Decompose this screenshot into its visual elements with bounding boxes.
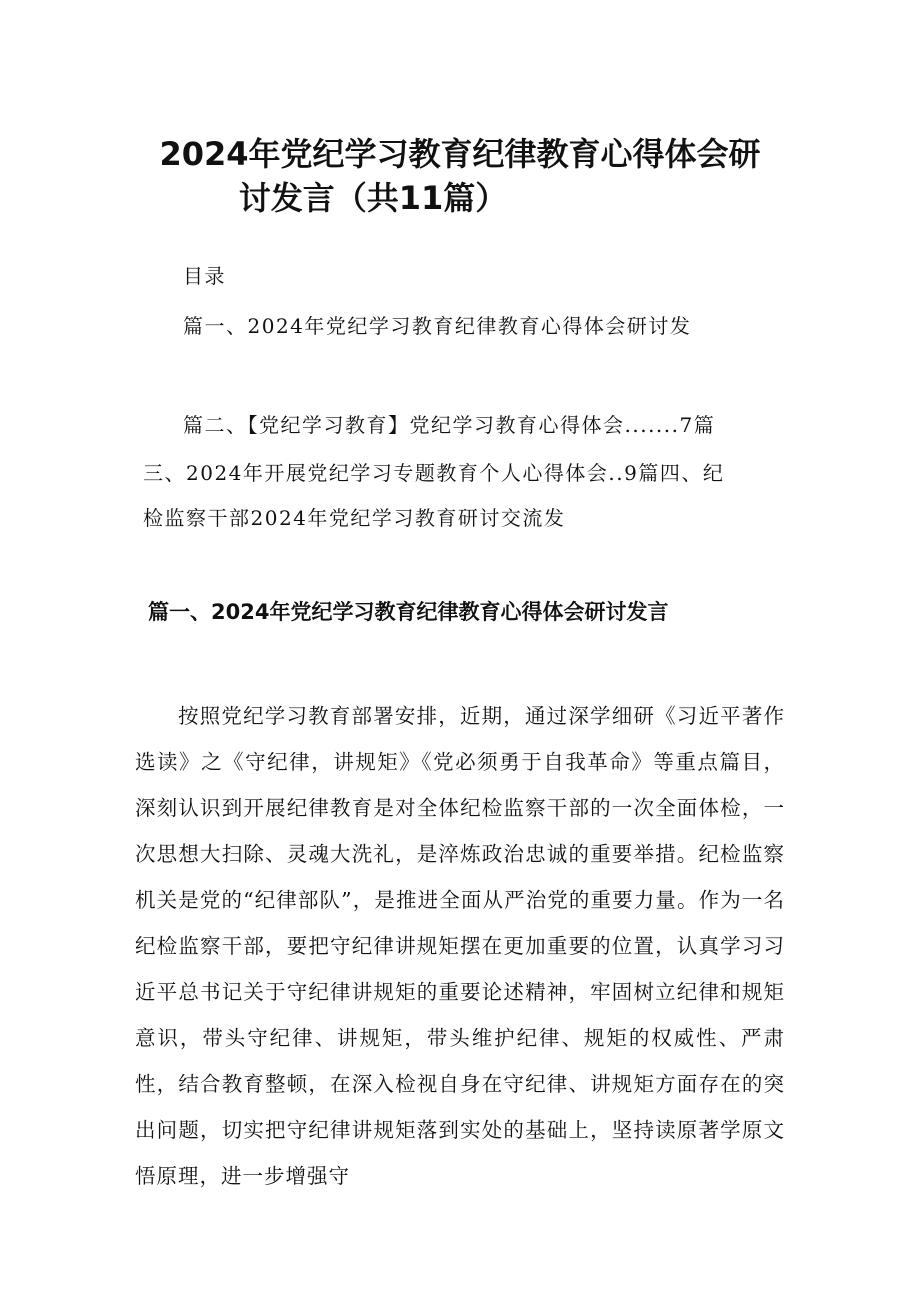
toc-item: 篇二、【党纪学习教育】党纪学习教育心得体会.......7篇 xyxy=(183,413,716,437)
toc-item: 三、2024年开展党纪学习专题教育个人心得体会..9篇四、纪 xyxy=(143,461,725,485)
toc-item: 篇一、2024年党纪学习教育纪律教育心得体会研讨发 xyxy=(183,314,692,338)
toc-item: 检监察干部2024年党纪学习教育研讨交流发 xyxy=(143,506,566,530)
section-heading: 篇一、2024年党纪学习教育纪律教育心得体会研讨发言 xyxy=(148,600,669,624)
body-paragraph: 按照党纪学习教育部署安排，近期，通过深学细研《习近平著作选读》之《守纪律，讲规矩》《党必须勇于自我革命》等重点篇目，深刻认识到开展纪律教育是对全体纪检监察干部的一次全面体检，一次思想大扫除、灵魂大洗礼，是淬炼政治忠诚的重要举措。纪检监察机关是党的“纪律部队”，是推进全面从严治党的重要力量。作为一名纪检监察干部，要把守纪律讲规矩摆在更加重要的位置，认真学习习近平总书记关于守纪律讲规矩的重要论述精神，牢固树立纪律和规矩意识，带头守纪律、讲规矩，带头维护纪律、规矩的权威性、严肃性，结合教育整顿，在深入检视自身在守纪律、讲规矩方面存在的突出问题，切实把守纪律讲规矩落到实处的基础上，坚持读原著学原文悟原理，进一步增强守 xyxy=(135,704,785,1188)
document-title xyxy=(0,132,920,220)
document-title-line2: 讨发言（共11篇） xyxy=(238,179,508,217)
document-title-line1: 2024年党纪学习教育纪律教育心得体会研 xyxy=(159,135,761,173)
toc-label: 目录 xyxy=(183,264,226,288)
